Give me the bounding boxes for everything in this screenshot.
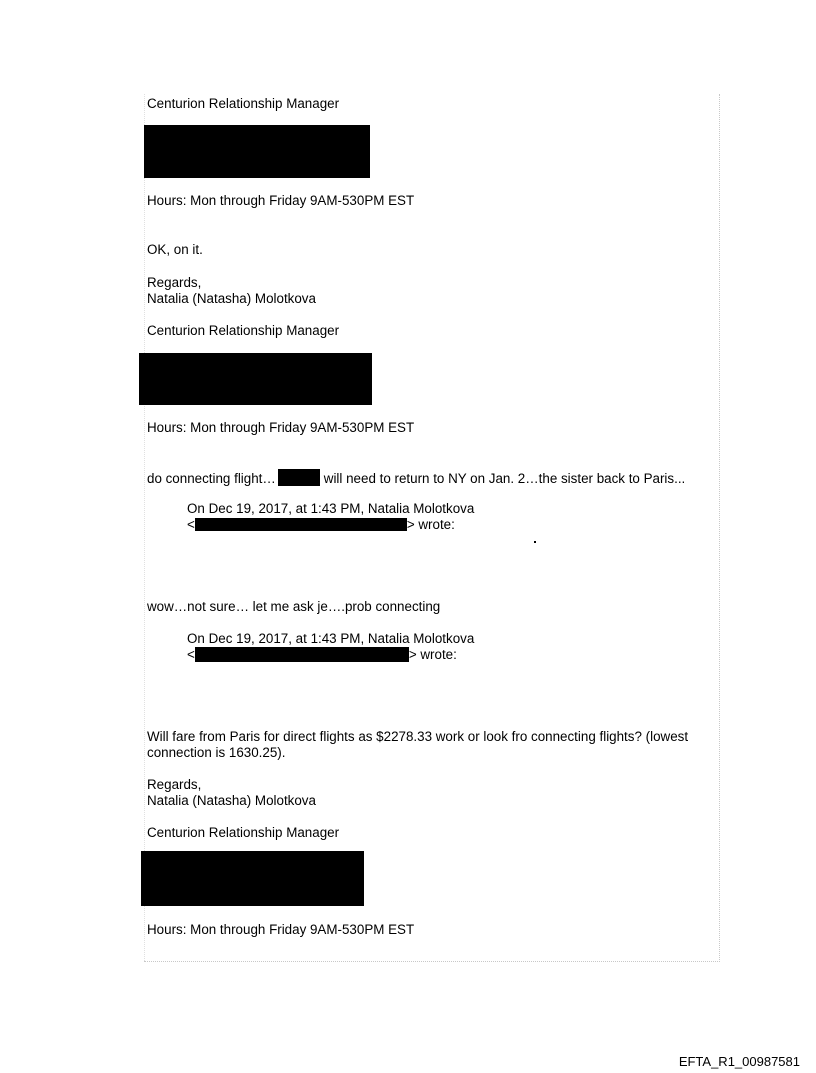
redaction-inline: [195, 647, 409, 662]
signature-regards: Regards,: [147, 777, 202, 792]
signature-name: Natalia (Natasha) Molotkova: [147, 793, 316, 808]
redaction-box: [139, 353, 372, 405]
quote-close: > wrote:: [406, 517, 455, 532]
signature-hours: Hours: Mon through Friday 9AM-530PM EST: [147, 420, 415, 435]
signature-title: Centurion Relationship Manager: [147, 825, 340, 840]
quote-open: <: [187, 517, 195, 532]
signature-title: Centurion Relationship Manager: [147, 323, 340, 338]
stray-dot: [534, 541, 536, 543]
quote-header: On Dec 19, 2017, at 1:43 PM, Natalia Molotkova: [187, 631, 475, 646]
message-body: [147, 469, 685, 487]
document-id: EFTA_R1_00987581: [678, 1054, 800, 1069]
signature-regards: Regards,: [147, 275, 202, 290]
redaction-box: [144, 125, 370, 178]
message-body: Will fare from Paris for direct flights as $2278.33 work or look fro connecting flights? (lowest connection is 1630.25).: [147, 729, 689, 760]
message-body-suffix: will need to return to NY on Jan. 2…the sister back to Paris...: [323, 471, 686, 486]
message-body: OK, on it.: [147, 242, 203, 257]
quote-email-line: [187, 647, 457, 663]
signature-name: Natalia (Natasha) Molotkova: [147, 291, 316, 306]
redaction-box: [141, 851, 364, 906]
redaction-inline: [195, 518, 407, 531]
message-body-prefix: do connecting flight…: [147, 471, 276, 486]
redaction-inline: [278, 469, 320, 486]
quote-open: <: [187, 647, 195, 662]
quote-close: > wrote:: [408, 647, 457, 662]
signature-title: Centurion Relationship Manager: [147, 96, 340, 111]
frame-left-border: [144, 94, 146, 961]
signature-hours: Hours: Mon through Friday 9AM-530PM EST: [147, 193, 415, 208]
quote-email-line: [187, 517, 455, 533]
signature-hours: Hours: Mon through Friday 9AM-530PM EST: [147, 922, 415, 937]
quote-header: On Dec 19, 2017, at 1:43 PM, Natalia Molotkova: [187, 501, 475, 516]
message-body: wow…not sure… let me ask je….prob connecting: [147, 599, 441, 614]
